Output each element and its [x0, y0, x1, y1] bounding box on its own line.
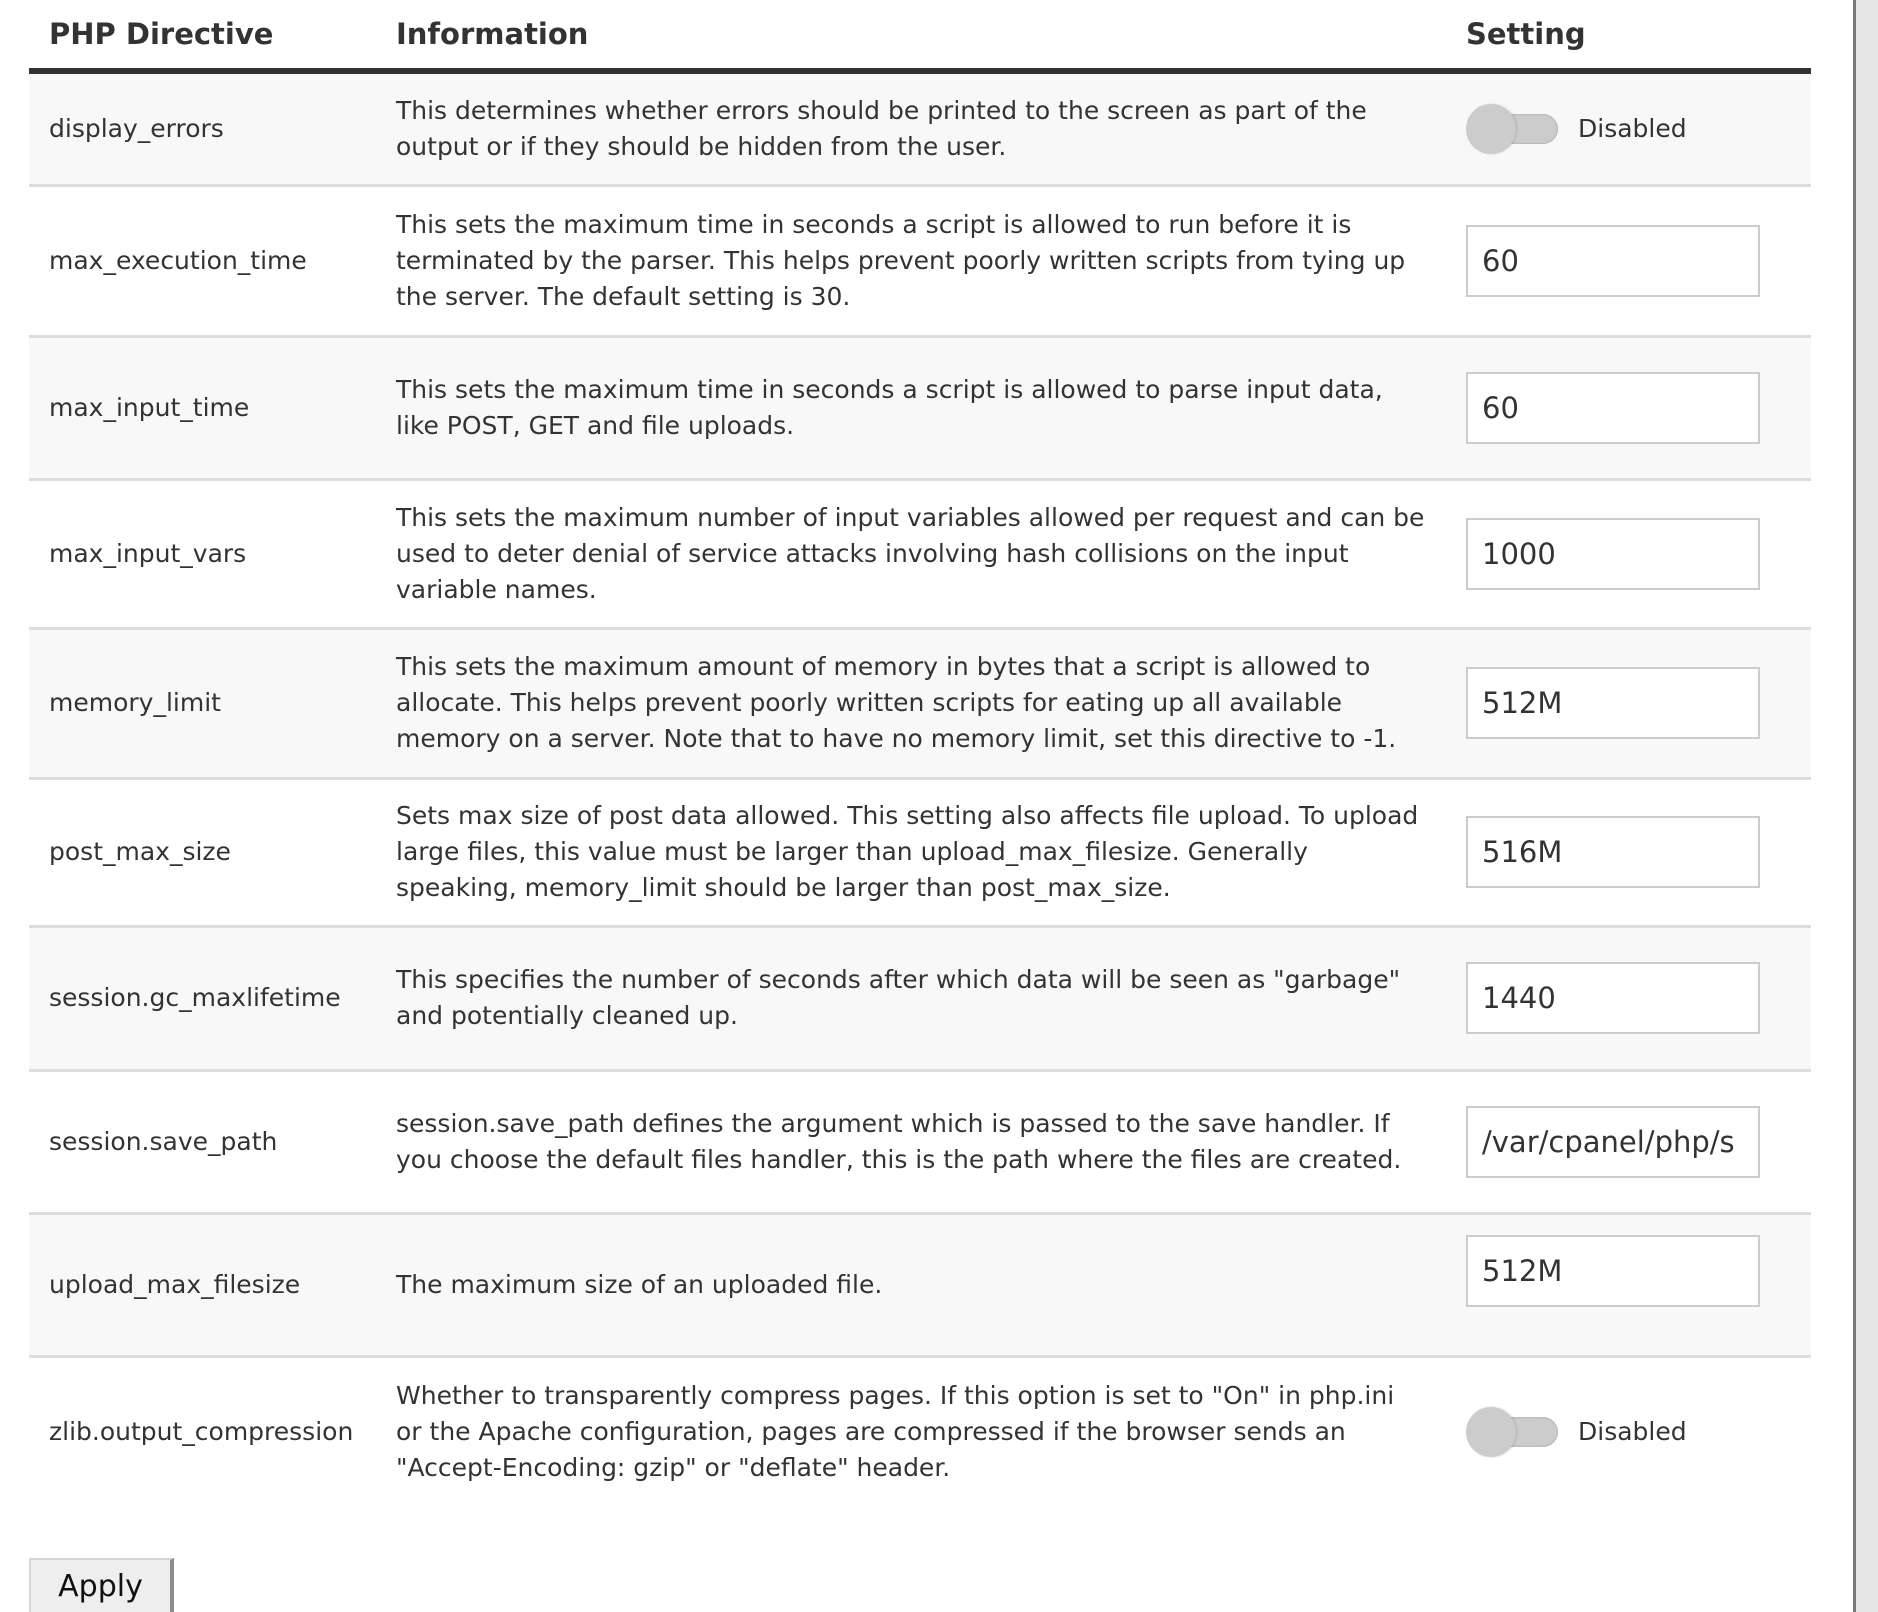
directive-information: This sets the maximum time in seconds a script is allowed to run before it is terminated by the parser. This helps prevent poorly written scripts from tying up the server. The default setting is 30.: [396, 185, 1466, 336]
session-gc-maxlifetime-input[interactable]: [1466, 962, 1760, 1034]
directive-name: display_errors: [29, 71, 396, 185]
max-input-vars-input[interactable]: [1466, 518, 1760, 590]
directive-information: This determines whether errors should be printed to the screen as part of the output or if they should be hidden from the user.: [396, 71, 1466, 185]
toggle-knob: [1466, 104, 1516, 154]
table-row: [29, 71, 1811, 185]
zlib-compression-toggle[interactable]: [1466, 1407, 1558, 1457]
directive-setting: [1466, 479, 1811, 628]
directive-information: This sets the maximum number of input variables allowed per request and can be used to deter denial of service attacks involving hash collisions on the input variable names.: [396, 479, 1466, 628]
directive-information: This specifies the number of seconds after which data will be seen as "garbage" and potentially cleaned up.: [396, 926, 1466, 1070]
directive-name: session.save_path: [29, 1070, 396, 1213]
column-header-information: Information: [396, 0, 1466, 71]
directive-setting: [1466, 778, 1811, 926]
directive-name: memory_limit: [29, 628, 396, 778]
toggle-status-label: Disabled: [1578, 113, 1687, 143]
display-errors-toggle[interactable]: [1466, 104, 1558, 154]
apply-button[interactable]: Apply: [29, 1558, 174, 1612]
directive-name: upload_max_filesize: [29, 1213, 396, 1356]
column-header-directive: PHP Directive: [29, 0, 396, 71]
column-header-setting: Setting: [1466, 0, 1811, 71]
directive-information: This sets the maximum amount of memory in bytes that a script is allowed to allocate. This helps prevent poorly written scripts for eating up all available memory on a server. Note that to have no memory limit, set this directive to -1.: [396, 628, 1466, 778]
directive-information: This sets the maximum time in seconds a script is allowed to parse input data, like POST, GET and file uploads.: [396, 336, 1466, 479]
table-row: [29, 185, 1811, 336]
upload-max-filesize-input[interactable]: [1466, 1235, 1760, 1307]
directive-information: Whether to transparently compress pages. If this option is set to "On" in php.ini or the Apache configuration, pages are compressed if the browser sends an "Accept-Encoding: gzip" or "deflate" header.: [396, 1356, 1466, 1506]
table-row: [29, 336, 1811, 479]
directive-name: max_input_time: [29, 336, 396, 479]
directive-setting: [1466, 71, 1811, 185]
directive-information: The maximum size of an uploaded file.: [396, 1213, 1466, 1356]
directive-name: session.gc_maxlifetime: [29, 926, 396, 1070]
table-header-row: [29, 0, 1811, 71]
directive-setting: [1466, 1213, 1811, 1356]
table-row: [29, 1213, 1811, 1356]
directive-name: max_execution_time: [29, 185, 396, 336]
post-max-size-input[interactable]: [1466, 816, 1760, 888]
table-row: [29, 1356, 1811, 1506]
table-row: [29, 778, 1811, 926]
directive-setting: [1466, 1070, 1811, 1213]
table-row: [29, 926, 1811, 1070]
directive-setting: [1466, 185, 1811, 336]
memory-limit-input[interactable]: [1466, 667, 1760, 739]
max-execution-time-input[interactable]: [1466, 225, 1760, 297]
display-errors-toggle-group: [1466, 104, 1811, 154]
directive-setting: [1466, 336, 1811, 479]
directive-information: Sets max size of post data allowed. This setting also affects file upload. To upload large files, this value must be larger than upload_max_filesize. Generally speaking, memory_limit should be larger than post_max_size.: [396, 778, 1466, 926]
directive-name: zlib.output_compression: [29, 1356, 396, 1506]
table-row: [29, 1070, 1811, 1213]
table-row: [29, 479, 1811, 628]
directive-name: post_max_size: [29, 778, 396, 926]
session-save-path-input[interactable]: [1466, 1106, 1760, 1178]
scrollbar[interactable]: [1853, 0, 1878, 1612]
directive-setting: [1466, 628, 1811, 778]
zlib-compression-toggle-group: [1466, 1407, 1811, 1457]
table-row: [29, 628, 1811, 778]
toggle-knob: [1466, 1407, 1516, 1457]
max-input-time-input[interactable]: [1466, 372, 1760, 444]
directive-name: max_input_vars: [29, 479, 396, 628]
toggle-status-label: Disabled: [1578, 1416, 1687, 1446]
directive-setting: [1466, 1356, 1811, 1506]
php-directives-table: [29, 0, 1811, 1506]
directive-information: session.save_path defines the argument which is passed to the save handler. If you choose the default files handler, this is the path where the files are created.: [396, 1070, 1466, 1213]
directive-setting: [1466, 926, 1811, 1070]
